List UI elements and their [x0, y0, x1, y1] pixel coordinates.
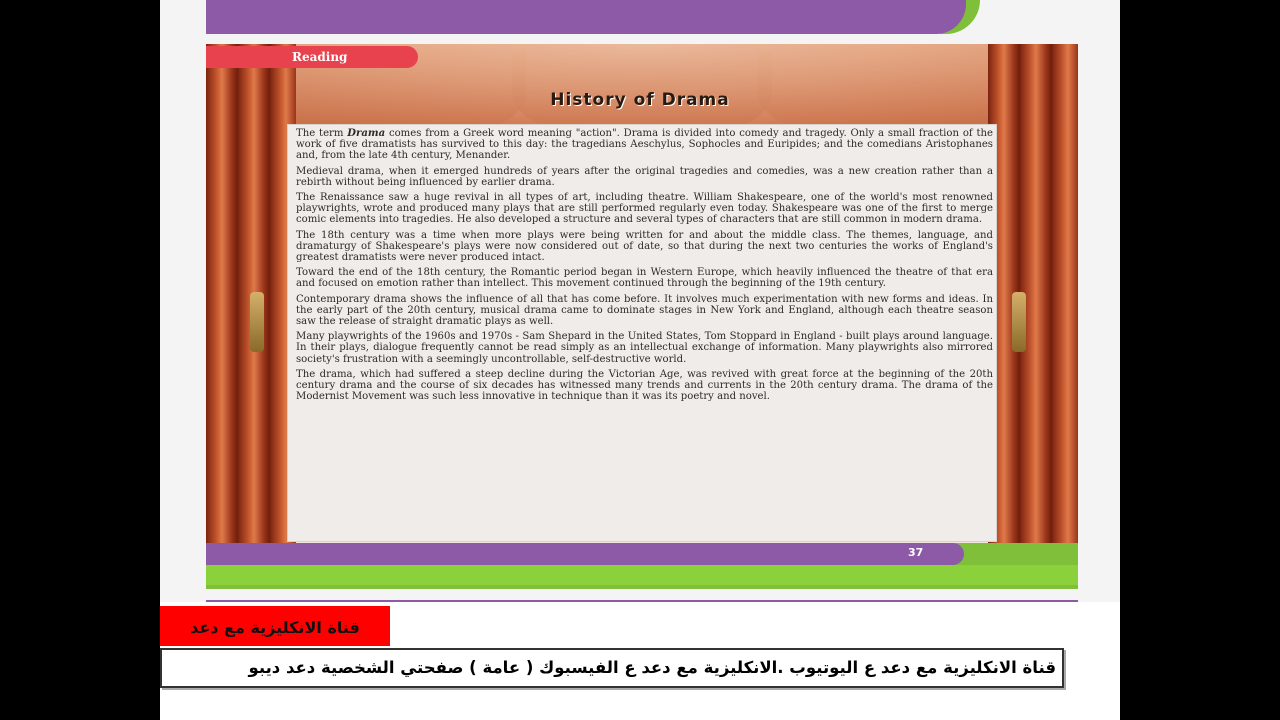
bottom-green-stripe	[206, 565, 1078, 585]
curtain-right	[988, 44, 1078, 544]
tassel-right-icon	[1012, 292, 1026, 352]
paragraph: The 18th century was a time when more plays were being written for and about the middle class. The themes, language, and dramaturgy of Shakespeare's plays were now considered out of date, so that during the next two centuries the works of England's greatest dramatists were never produced intact.	[296, 229, 993, 264]
top-purple-bar	[206, 0, 966, 34]
paragraph: Toward the end of the 18th century, the Romantic period began in Western Europe, which heavily influenced the theatre of that era and focused on emotion rather than intellect. This movement continued through the beginning of the 19th century.	[296, 267, 993, 290]
paragraph: The drama, which had suffered a steep decline during the Victorian Age, was revived with great force at the beginning of the 20th century drama and the course of six decades has witnessed many trends and currents in the 20th century drama. The drama of the Modernist Movement was such less innovative in technique than it was its poetry and novel.	[296, 368, 993, 403]
reading-text-box	[287, 124, 997, 542]
page-title: History of Drama	[550, 90, 730, 110]
paragraph: The term Drama comes from a Greek word meaning "action". Drama is divided into comedy and tragedy. Only a small fraction of the work of five dramatists has survived to this day: the tragedians Aeschylus, Sophocles and Euripides; and the comedians Aristophanes and, from the late 4th century, Menander.	[296, 128, 993, 162]
paragraph: Many playwrights of the 1960s and 1970s - Sam Shepard in the United States, Tom Stoppard in England - built plays around language. In their plays, dialogue frequently cannot be read simply as an intellectual exchange of information. Many playwrights also mirrored society's frustration with a seemingly uncontrollable, self-destructive world.	[296, 331, 993, 365]
paragraph: Medieval drama, when it emerged hundreds of years after the original tragedies and comedies, was a new creation rather than a rebirth without being influenced by earlier drama.	[296, 165, 993, 188]
section-tab-reading: Reading	[206, 46, 418, 68]
channel-name-label: قناة الانكليزية مع دعد	[160, 606, 390, 646]
paragraph: The Renaissance saw a huge revival in all types of art, including theatre. William Shakespeare, one of the world's most renowned playwrights, wrote and produced many plays that are still performed regularly even today. Shakespeare was one of the first to merge comic elements into tragedies. He also developed a structure and several types of characters that are still common in modern drama.	[296, 192, 993, 226]
tassel-left-icon	[250, 292, 264, 352]
paragraph: Contemporary drama shows the influence of all that has come before. It involves much experimentation with new forms and ideas. In the early part of the 20th century, musical drama came to dominate stages in New York and England, although each theatre season saw the release of straight dramatic plays as well.	[296, 293, 993, 328]
video-frame	[160, 0, 1120, 720]
emphasis-drama: Drama	[347, 128, 386, 139]
bottom-purple-bar	[206, 543, 964, 565]
page-divider	[206, 600, 1078, 602]
page-number: 37	[908, 546, 924, 559]
subtitle-ticker: قناة الانكليزية مع دعد ع اليوتيوب .الانكليزية مع دعد ع الفيسبوك ( عامة ) صفحتي الشخصية دعد ديبو	[160, 648, 1064, 688]
